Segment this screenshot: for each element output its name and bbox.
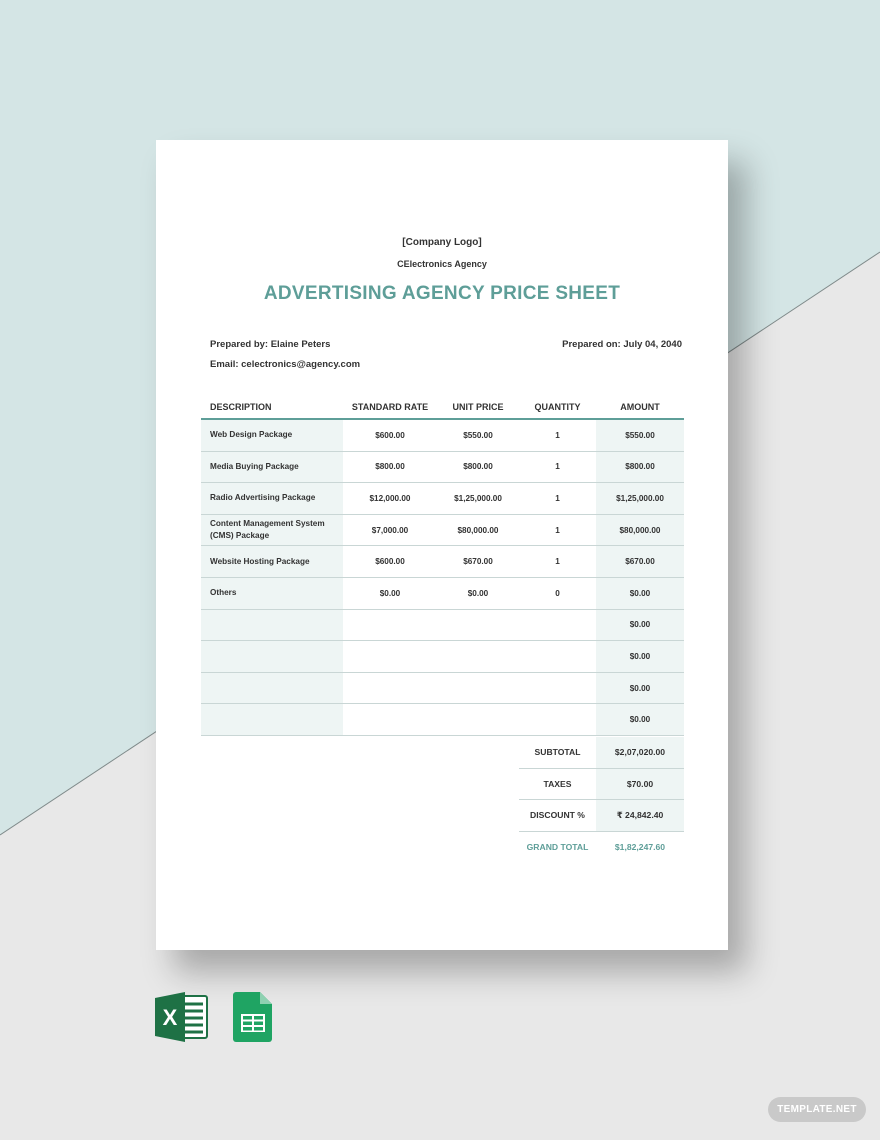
discount-label: DISCOUNT % (519, 800, 596, 832)
email: Email: celectronics@agency.com (210, 359, 361, 370)
table-row (201, 609, 684, 641)
cell-description: Web Design Package (201, 419, 343, 451)
company-logo-placeholder: [Company Logo] (402, 237, 482, 248)
company-name: CElectronics Agency (397, 259, 487, 269)
header-unit-price: UNIT PRICE (437, 396, 519, 419)
cell-quantity (519, 704, 596, 736)
header-quantity: QUANTITY (519, 396, 596, 419)
cell-unit-price (437, 704, 519, 736)
table-row (201, 483, 684, 515)
cell-standard-rate (343, 641, 437, 673)
cell-description (201, 609, 343, 641)
cell-unit-price: $0.00 (437, 577, 519, 609)
cell-amount: $0.00 (596, 609, 684, 641)
price-table (201, 396, 684, 736)
totals-table (519, 737, 684, 862)
cell-amount: $0.00 (596, 577, 684, 609)
grand-total-row (519, 831, 684, 862)
table-row (201, 419, 684, 451)
grand-total-value: $1,82,247.60 (596, 831, 684, 862)
table-header-row (201, 396, 684, 419)
cell-description (201, 704, 343, 736)
header-standard-rate: STANDARD RATE (343, 396, 437, 419)
cell-amount: $1,25,000.00 (596, 483, 684, 515)
cell-unit-price (437, 672, 519, 704)
cell-amount: $0.00 (596, 704, 684, 736)
cell-quantity: 1 (519, 546, 596, 578)
cell-quantity (519, 672, 596, 704)
cell-unit-price: $1,25,000.00 (437, 483, 519, 515)
cell-quantity (519, 609, 596, 641)
discount-row (519, 800, 684, 832)
subtotal-row (519, 737, 684, 768)
grand-total-label: GRAND TOTAL (519, 831, 596, 862)
cell-quantity: 1 (519, 483, 596, 515)
header-amount: AMOUNT (596, 396, 684, 419)
cell-standard-rate: $0.00 (343, 577, 437, 609)
cell-unit-price: $800.00 (437, 451, 519, 483)
cell-quantity: 0 (519, 577, 596, 609)
cell-amount: $0.00 (596, 641, 684, 673)
cell-quantity (519, 641, 596, 673)
table-row (201, 546, 684, 578)
cell-standard-rate (343, 672, 437, 704)
header-description: DESCRIPTION (201, 396, 343, 419)
cell-quantity: 1 (519, 419, 596, 451)
cell-description (201, 672, 343, 704)
table-row (201, 577, 684, 609)
cell-description (201, 641, 343, 673)
table-row (201, 704, 684, 736)
cell-standard-rate (343, 704, 437, 736)
taxes-label: TAXES (519, 768, 596, 800)
cell-unit-price (437, 641, 519, 673)
taxes-value: $70.00 (596, 768, 684, 800)
cell-unit-price: $670.00 (437, 546, 519, 578)
table-row (201, 514, 684, 546)
cell-unit-price: $80,000.00 (437, 514, 519, 546)
cell-description: Website Hosting Package (201, 546, 343, 578)
document-title: ADVERTISING AGENCY PRICE SHEET (263, 283, 621, 304)
cell-unit-price (437, 609, 519, 641)
excel-letter: X (162, 1005, 178, 1030)
subtotal-label: SUBTOTAL (519, 737, 596, 768)
cell-unit-price: $550.00 (437, 419, 519, 451)
table-row (201, 641, 684, 673)
cell-standard-rate: $600.00 (343, 546, 437, 578)
cell-standard-rate: $600.00 (343, 419, 437, 451)
prepared-on: Prepared on: July 04, 2040 (562, 339, 682, 350)
cell-standard-rate: $7,000.00 (343, 514, 437, 546)
cell-quantity: 1 (519, 514, 596, 546)
cell-description: Content Management System (CMS) Package (201, 514, 343, 546)
cell-description: Radio Advertising Package (201, 483, 343, 515)
cell-amount: $670.00 (596, 546, 684, 578)
taxes-row (519, 768, 684, 800)
cell-description: Media Buying Package (201, 451, 343, 483)
cell-standard-rate (343, 609, 437, 641)
discount-value: ₹ 24,842.40 (596, 800, 684, 832)
cell-amount: $0.00 (596, 672, 684, 704)
table-row (201, 451, 684, 483)
price-sheet-page (156, 140, 728, 950)
cell-amount: $800.00 (596, 451, 684, 483)
template-net-watermark[interactable]: TEMPLATE.NET (768, 1097, 866, 1122)
microsoft-excel-icon (155, 992, 209, 1042)
cell-standard-rate: $800.00 (343, 451, 437, 483)
cell-amount: $550.00 (596, 419, 684, 451)
cell-standard-rate: $12,000.00 (343, 483, 437, 515)
cell-quantity: 1 (519, 451, 596, 483)
cell-amount: $80,000.00 (596, 514, 684, 546)
prepared-by: Prepared by: Elaine Peters (210, 339, 331, 350)
cell-description: Others (201, 577, 343, 609)
table-row (201, 672, 684, 704)
subtotal-value: $2,07,020.00 (596, 737, 684, 768)
google-sheets-icon (233, 992, 273, 1042)
